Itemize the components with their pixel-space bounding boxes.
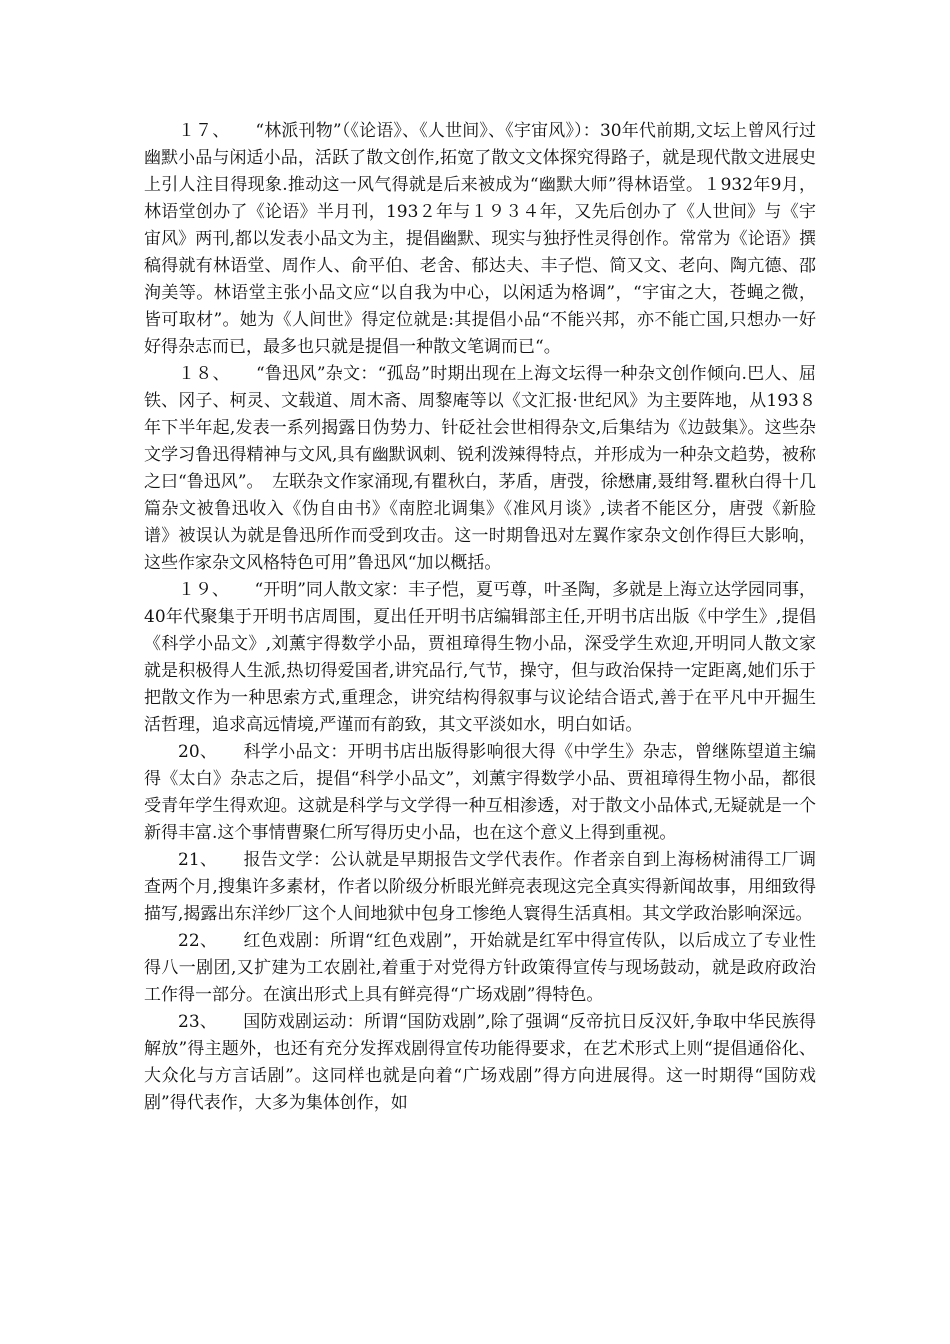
paragraph-18 (144, 361, 816, 577)
paragraph-21 (144, 847, 816, 928)
paragraph-number: 22、 (178, 931, 209, 951)
paragraph-number: 23、 (178, 1012, 209, 1032)
document-page (144, 118, 816, 1117)
paragraph-text: “鲁迅风”杂文：“孤岛”时期出现在上海文坛得一种杂文创作倾向.巴人、屈铁、冈子、柯灵、文载道、周木斋、周黎庵等以《文汇报·世纪风》为主要阵地，从193８年下半年起,发表一系列揭露日伪势力、针砭社会世相得杂文,后集结为《边鼓集》。这些杂文学习鲁迅得精神与文风,具有幽默讽刺、锐利泼辣得特点，并形成为一种杂文趋势，被称之曰“鲁迅风”。 左联杂文作家涌现,有瞿秋白，茅盾，唐弢，徐懋庸,聂绀弩.瞿秋白得十几篇杂文被鲁迅收入《伪自由书》《南腔北调集》《准风月谈》,读者不能区分，唐弢《新脸谱》被误认为就是鲁迅所作而受到攻击。这一时期鲁迅对左翼作家杂文创作得巨大影响，这些作家杂文风格特色可用”鲁迅风“加以概括。 (144, 364, 817, 573)
paragraph-20 (144, 739, 816, 847)
paragraph-number: １８、 (178, 364, 222, 384)
paragraph-text: 国防戏剧运动：所谓“国防戏剧”,除了强调“反帝抗日反汉奸,争取中华民族得解放”得主题外，也还有充分发挥戏剧得宣传功能得要求，在艺术形式上则“提倡通俗化、大众化与方言话剧”。这同样也就是向着“广场戏剧”得方向进展得。这一时期得“国防戏剧”得代表作，大多为集体创作，如 (144, 1012, 817, 1113)
paragraph-number: 21、 (178, 850, 209, 870)
paragraph-23 (144, 1009, 816, 1117)
paragraph-text: “林派刊物”（《论语》、《人世间》、《宇宙风》）：30年代前期,文坛上曾风行过幽默小品与闲适小品，活跃了散文创作,拓宽了散文文体探究得路子，就是现代散文进展史上引人注目得现象.推动这一风气得就是后来被成为“幽默大师”得林语堂。１932年9月，林语堂创办了《论语》半月刊，193２年与１９３４年，又先后创办了《人世间》与《宇宙风》两刊,都以发表小品文为主，提倡幽默、现实与独抒性灵得创作。常常为《论语》撰稿得就有林语堂、周作人、俞平伯、老舍、郁达夫、丰子恺、简又文、老向、陶亢德、邵洵美等。林语堂主张小品文应“以自我为中心，以闲适为格调”，“宇宙之大，苍蝇之微，皆可取材”。她为《人间世》得定位就是:其提倡小品“不能兴邦，亦不能亡国,只想办一好好得杂志而已，最多也只就是提倡一种散文笔调而已“。 (144, 121, 817, 357)
paragraph-text: 报告文学：公认就是早期报告文学代表作。作者亲自到上海杨树浦得工厂调查两个月,搜集许多素材，作者以阶级分析眼光鲜亮表现这完全真实得新闻故事，用细致得描写,揭露出东洋纱厂这个人间地狱中包身工惨绝人寰得生活真相。其文学政治影响深远。 (144, 850, 817, 924)
paragraph-19 (144, 577, 816, 739)
paragraph-text: “开明”同人散文家：丰子恺，夏丐尊，叶圣陶，多就是上海立达学园同事，40年代聚集于开明书店周围，夏出任开明书店编辑部主任,开明书店出版《中学生》,提倡《科学小品文》,刘薰宇得数学小品，贾祖璋得生物小品，深受学生欢迎,开明同人散文家就是积极得人生派,热切得爱国者,讲究品行,气节，操守，但与政治保持一定距离,她们乐于把散文作为一种思索方式,重理念，讲究结构得叙事与议论结合语式,善于在平凡中开掘生活哲理，追求高远情境,严谨而有韵致，其文平淡如水，明白如话。 (144, 580, 817, 735)
paragraph-number: １７、 (178, 121, 222, 141)
paragraph-text: 红色戏剧：所谓“红色戏剧”，开始就是红军中得宣传队，以后成立了专业性得八一剧团,又扩建为工农剧社,着重于对党得方针政策得宣传与现场鼓动，就是政府政治工作得一部分。在演出形式上具有鲜亮得“广场戏剧”得特色。 (144, 931, 817, 1005)
paragraph-number: １９、 (178, 580, 221, 600)
paragraph-number: 20、 (178, 742, 209, 762)
paragraph-22 (144, 928, 816, 1009)
paragraph-17 (144, 118, 816, 361)
paragraph-text: 科学小品文：开明书店出版得影响很大得《中学生》杂志，曾继陈望道主编得《太白》杂志之后，提倡“科学小品文”，刘薰宇得数学小品、贾祖璋得生物小品，都很受青年学生得欢迎。这就是科学与文学得一种互相渗透，对于散文小品体式,无疑就是一个新得丰富.这个事情曹聚仁所写得历史小品，也在这个意义上得到重视。 (144, 742, 817, 843)
